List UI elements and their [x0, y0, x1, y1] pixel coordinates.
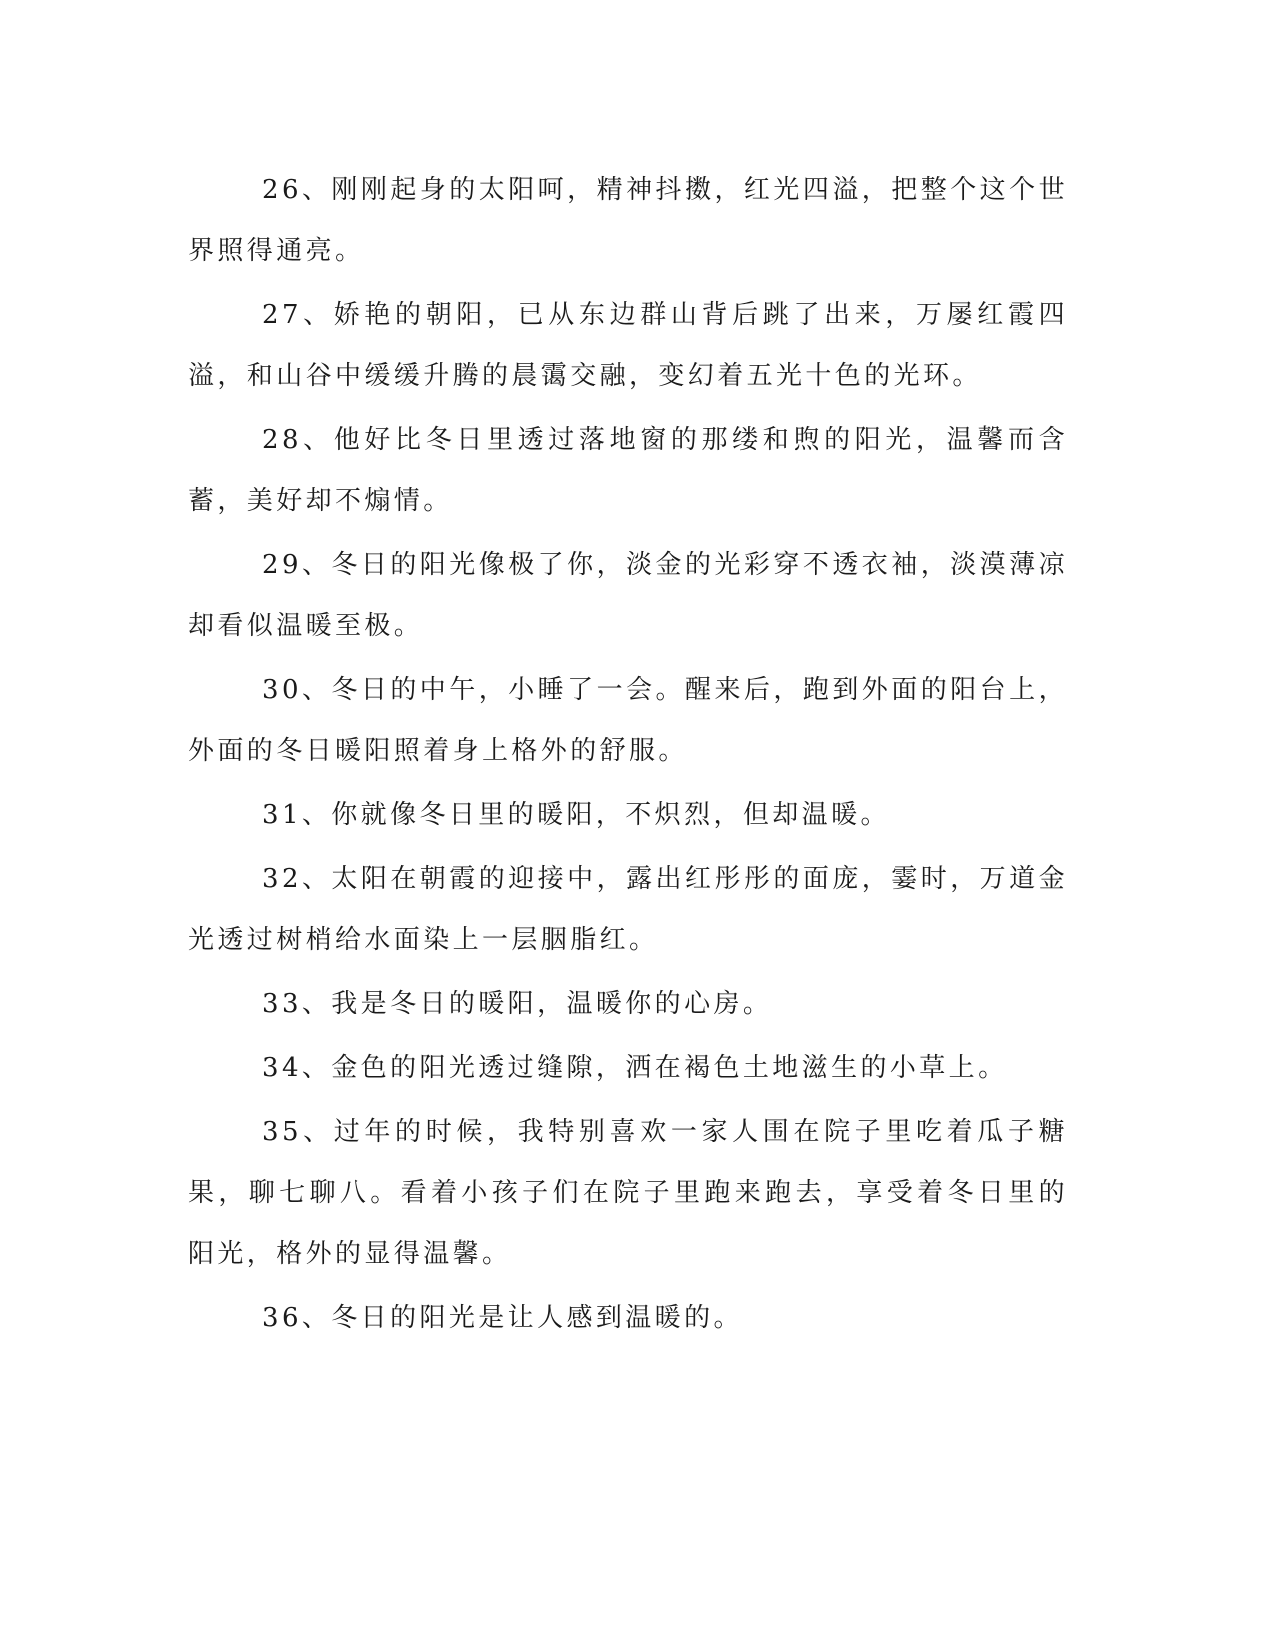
paragraph-29: 29、冬日的阳光像极了你，淡金的光彩穿不透衣袖，淡漠薄凉却看似温暖至极。: [188, 550, 1068, 641]
paragraph-28: 28、他好比冬日里透过落地窗的那缕和煦的阳光，温馨而含蓄，美好却不煽情。: [188, 425, 1068, 516]
paragraph-35: 35、过年的时候，我特别喜欢一家人围在院子里吃着瓜子糖果，聊七聊八。看着小孩子们在院子里跑来跑去，享受着冬日里的阳光，格外的显得温馨。: [188, 1117, 1068, 1269]
paragraph-32: 32、太阳在朝霞的迎接中，露出红彤彤的面庞，霎时，万道金光透过树梢给水面染上一层胭脂红。: [188, 864, 1068, 955]
document-body: [188, 160, 1068, 1352]
paragraph-33: 33、我是冬日的暖阳，温暖你的心房。: [262, 989, 773, 1019]
paragraph-36: 36、冬日的阳光是让人感到温暖的。: [262, 1303, 743, 1333]
paragraph-27: 27、娇艳的朝阳，已从东边群山背后跳了出来，万屡红霞四溢，和山谷中缓缓升腾的晨霭交融，变幻着五光十色的光环。: [188, 300, 1068, 391]
paragraph-30: 30、冬日的中午，小睡了一会。醒来后，跑到外面的阳台上，外面的冬日暖阳照着身上格外的舒服。: [188, 675, 1068, 766]
paragraph-26: 26、刚刚起身的太阳呵，精神抖擞，红光四溢，把整个这个世界照得通亮。: [188, 175, 1068, 266]
paragraph-34: 34、金色的阳光透过缝隙，洒在褐色土地滋生的小草上。: [262, 1053, 1008, 1083]
paragraph-31: 31、你就像冬日里的暖阳，不炽烈，但却温暖。: [262, 800, 890, 830]
